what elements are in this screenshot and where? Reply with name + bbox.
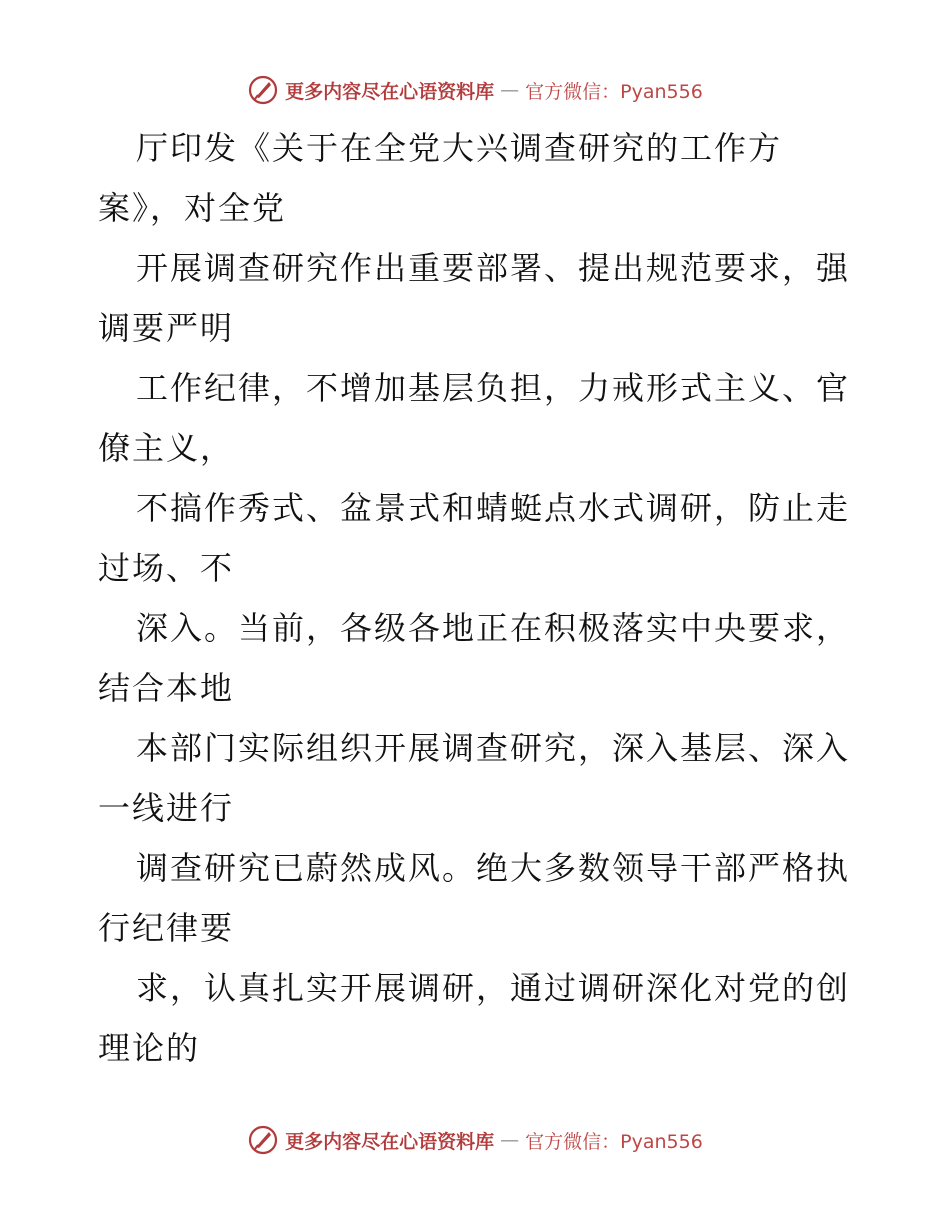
body-line: 调查研究已蔚然成风。绝大多数领导干部严格执 — [136, 849, 851, 887]
body-line: 工作纪律，不增加基层负担，力戒形式主义、官 — [136, 369, 851, 407]
body-line: 深入。当前，各级各地正在积极落实中央要求， — [136, 609, 851, 647]
body-line: 结合本地 — [98, 669, 235, 707]
body-line: 开展调查研究作出重要部署、提出规范要求，强 — [136, 249, 851, 287]
watermark-library-text: 更多内容尽在心语资料库 — [285, 80, 495, 103]
watermark-library-text: 更多内容尽在心语资料库 — [285, 1130, 495, 1153]
watermark-contact-text: 官方微信：Pyan556 — [525, 1130, 703, 1153]
watermark-contact-text: 官方微信：Pyan556 — [525, 80, 703, 103]
footer-watermark — [0, 1120, 950, 1160]
watermark-dash: — — [500, 1129, 520, 1151]
body-line: 本部门实际组织开展调查研究，深入基层、深入 — [136, 729, 851, 767]
body-line: 行纪律要 — [98, 909, 235, 947]
watermark-dash: — — [500, 79, 520, 101]
document-body — [98, 118, 888, 1078]
body-line: 求，认真扎实开展调研，通过调研深化对党的创 — [136, 969, 851, 1007]
body-line: 一线进行 — [98, 789, 235, 827]
body-line: 调要严明 — [98, 309, 235, 347]
header-watermark — [0, 70, 950, 110]
quill-logo-icon — [247, 74, 279, 106]
body-line: 理论的 — [98, 1029, 201, 1067]
body-line: 过场、不 — [98, 549, 235, 587]
body-line: 僚主义， — [98, 429, 235, 467]
body-line: 不搞作秀式、盆景式和蜻蜓点水式调研，防止走 — [136, 489, 851, 527]
quill-logo-icon — [247, 1124, 279, 1156]
body-line: 厅印发《关于在全党大兴调查研究的工作方 — [136, 129, 783, 167]
body-line: 案》，对全党 — [98, 189, 287, 227]
